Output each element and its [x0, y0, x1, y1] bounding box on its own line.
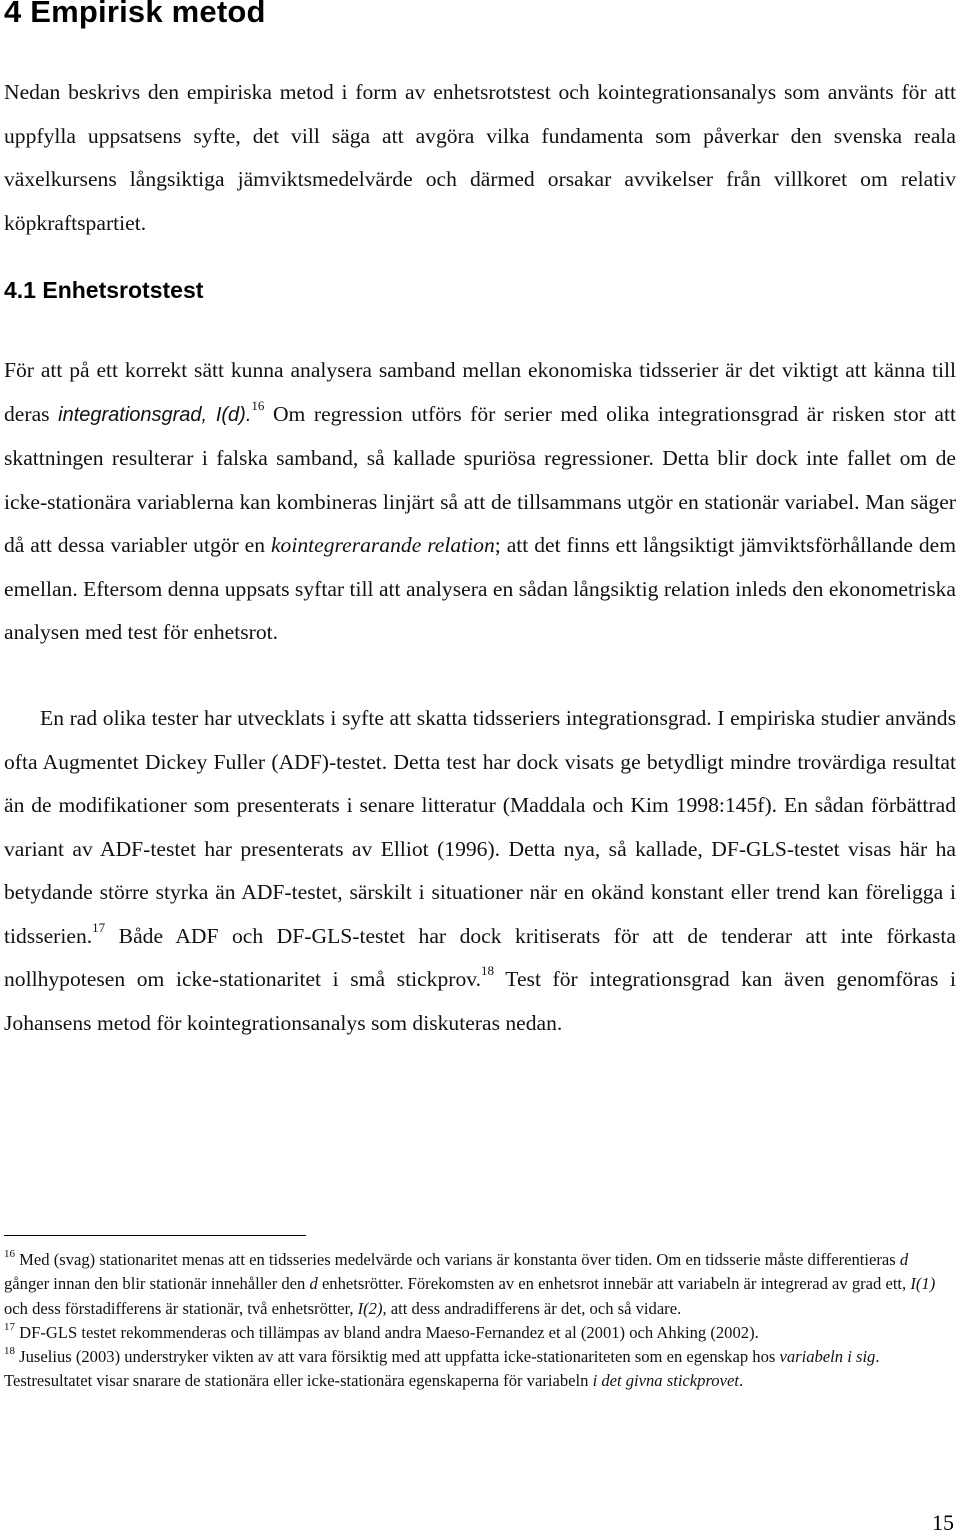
footnote-17 [4, 1321, 956, 1345]
footnote-ref-18[interactable]: 18 [481, 963, 495, 978]
text-run: och dess förstadifferens är stationär, två enhetsrötter, [4, 1298, 358, 1318]
intro-paragraph: Nedan beskrivs den empiriska metod i form av enhetsrotstest och kointegrationsanalys som använts för att uppfylla uppsatsens syfte, det vill säga att avgöra vilka fundamenta som påverkar den svenska reala växelkursens långsiktiga jämviktsmedelvärde och därmed orsakar avvikelser från villkoret om relativ köpkraftspartiet. [4, 80, 956, 235]
footnote-separator [4, 1235, 306, 1236]
text-run: ; att det finns ett långsiktigt jämviktsförhållande dem emellan. Eftersom denna uppsats syftar till att analysera en sådan långsiktig relation inleds den ekonometriska analysen med test för enhetsrot. [4, 533, 957, 644]
text-run: Juselius (2003) understryker vikten av att vara försiktig med att uppfatta icke-stationariteten som en egenskap hos [15, 1347, 780, 1367]
chapter-heading: 4 Empirisk metod [4, 0, 266, 29]
text-run: . [738, 1371, 744, 1391]
footnote-ref-16[interactable]: 16 [251, 397, 265, 413]
footnote-16 [4, 1248, 956, 1321]
text-run: , att dess andradifferens är det, och så vidare. [382, 1298, 682, 1318]
text-run-italic: d [309, 1274, 318, 1294]
text-run: Om regression utförs för serier med olika integrationsgrad är risken stor att skattningen resulterar i falska samband, så kallade spuriösa regressioner. Detta blir dock inte fallet om de icke-stationära variablerna kan kombineras linjärt så att de tillsammans utgör en stationär variabel. Man säger då att dessa variabler utgör en [4, 401, 956, 557]
term-integrationsgrad: integrationsgrad, I(d). [58, 403, 252, 426]
section-heading: 4.1 Enhetsrotstest [4, 277, 204, 303]
footnote-number: 17 [4, 1320, 15, 1333]
text-run-italic: i det givna stickprovet [592, 1371, 739, 1391]
text-run: Test för integrationsgrad kan även genomföras i Johansens metod för kointegrationsanalys som diskuteras nedan. [4, 967, 956, 1035]
text-run: Både ADF och DF-GLS-testet har dock kritiserats för att de tenderar att inte förkasta nollhypotesen om icke-stationaritet i små stickprov. [4, 923, 956, 991]
body-paragraph-2 [4, 697, 956, 1045]
text-run: enhetsrötter. Förekomsten av en enhetsrot innebär att variabeln är integrerad av grad ett, [317, 1274, 911, 1294]
term-kointegrerarande-relation: kointegrerarande relation [270, 533, 495, 557]
footnote-ref-17[interactable]: 17 [92, 919, 106, 935]
footnote-18 [4, 1345, 956, 1394]
text-run-italic: d [899, 1250, 909, 1269]
text-run: DF-GLS testet rekommenderas och tillämpas av bland andra Maeso-Fernandez et al (2001) och Ahking (2002). [15, 1322, 759, 1342]
page-number: 15 [932, 1510, 954, 1535]
footnotes [4, 1248, 956, 1394]
footnote-number: 18 [4, 1345, 15, 1358]
text-run: Med (svag) stationaritet menas att en tidsseries medelvärde och varians är konstanta över tiden. Om en tidsserie måste differentieras [15, 1250, 900, 1269]
text-run-italic: variabeln i sig [779, 1347, 876, 1367]
text-run: För att på ett korrekt sätt kunna analysera samband mellan ekonomiska tidsserier är det viktigt att känna till deras [4, 358, 956, 426]
body-paragraph-1 [4, 349, 956, 655]
text-run-italic: I(1) [910, 1274, 936, 1294]
text-run: En rad olika tester har utvecklats i syfte att skatta tidsseriers integrationsgrad. I empiriska studier används ofta Augmentet Dickey Fuller (ADF)-testet. Detta test har dock visats ge betydligt mindre trovärdiga resultat än de modifikationer som presenterats i senare litteratur (Maddala och Kim 1998:145f). En sådan förbättrad variant av ADF-testet har presenterats av Elliot (1996). Detta nya, så kallade, DF-GLS-testet visas här ha betydande större styrka än ADF-testet, särskilt i situationer när en okänd konstant eller trend kan föreligga i tidsserien. [4, 706, 956, 948]
text-run: gånger innan den blir stationär innehåller den [4, 1274, 310, 1294]
footnote-number: 16 [4, 1248, 15, 1260]
text-run-italic: I(2) [357, 1298, 383, 1318]
text-run: . Testresultatet visar snarare de stationära eller icke-stationära egenskaperna för variabeln [4, 1347, 880, 1391]
